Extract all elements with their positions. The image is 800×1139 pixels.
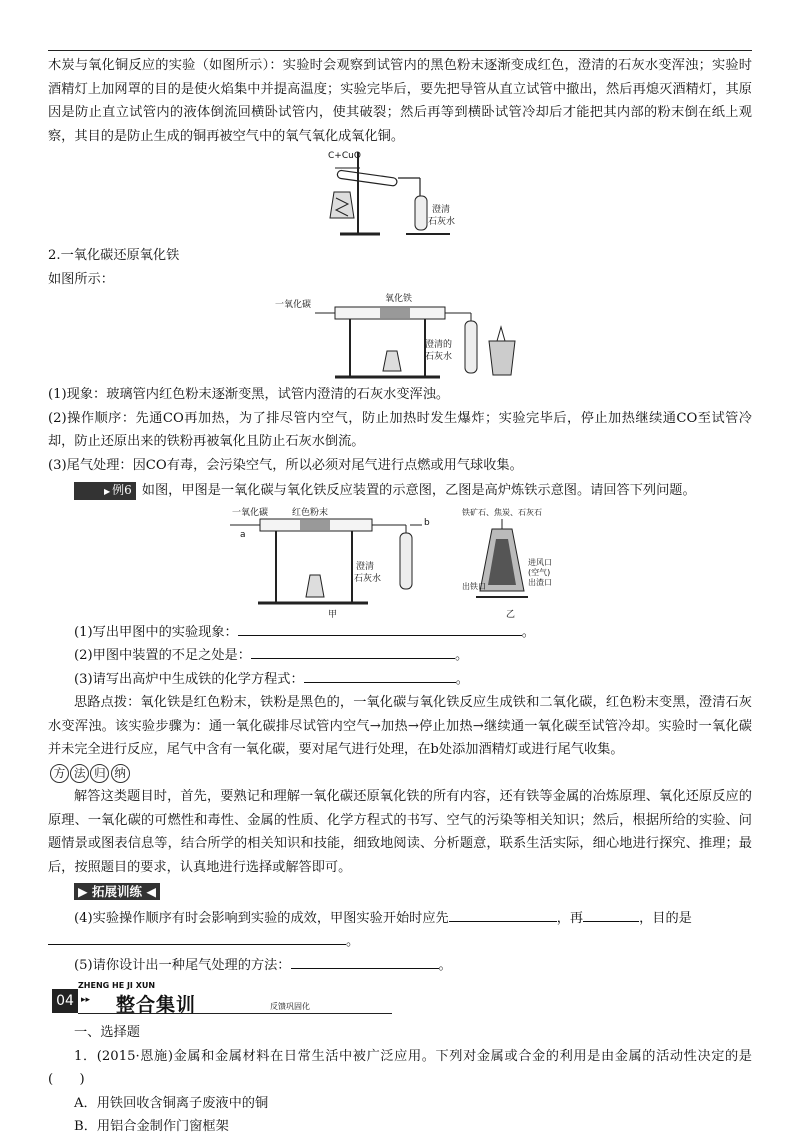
answer-blank-q1[interactable] <box>238 621 522 636</box>
example-q1: (1)写出甲图中的实验现象： 。 <box>48 621 752 645</box>
method-char-4: 纳 <box>111 764 130 783</box>
section-subtitle: 反馈巩固化 <box>270 1002 310 1011</box>
section2-as-shown: 如图所示： <box>48 271 114 287</box>
answer-blank-q5[interactable] <box>291 954 439 969</box>
fig-yi-label-air-in-2: (空气) <box>528 567 551 577</box>
method-char-3: 归 <box>90 764 109 783</box>
co-fe2o3-figure <box>275 291 525 383</box>
section-arrows: ▸▸ <box>81 995 91 1005</box>
section-rule <box>78 1013 392 1014</box>
fig-yi-label-iron: 出铁口 <box>462 581 486 591</box>
fig1-label-limewater-1: 澄清 <box>432 205 451 215</box>
fig1-label-limewater-2: 石灰水 <box>428 217 456 227</box>
fig2-label-limewater-2: 石灰水 <box>425 352 453 362</box>
answer-blank-q4-purpose[interactable] <box>48 930 346 945</box>
intro-paragraph: 木炭与氧化铜反应的实验（如图所示）：实验时会观察到试管内的黑色粉末逐渐变成红色，澄清的石灰水变浑浊；实验时酒精灯上加网罩的目的是使火焰集中并提高温度；实验完毕后，要先把导管从直立试管中撤出，然后再熄灭酒精灯，其原因是防止直立试管内的液体倒流回横卧试管内，使其破裂；然后再等到横卧试管冷却后才能把其内部的粉末倒在纸上观察，其目的是防止生成的铜再被空气中的氧气氧化成氧化铜。 <box>48 58 752 144</box>
method-text: 解答这类题目时，首先，要熟记和理解一氧化碳还原氧化铁的所有内容，还有铁等金属的冶炼原理、氧化还原反应的原理、一氧化碳的可燃性和毒性、金属的性质、化学方程式的书写、空气的污染等相关知识；然后，根据所给的实验、问题情景或图表信息等，结合所学的相关知识和技能，细致地阅读、分析题意，联系生活实际，细心地进行探究、推理；最后，按照题目的要求，认真地进行选择或解答即可。 <box>48 789 752 875</box>
fig-jia-label-a: a <box>240 529 246 540</box>
fig2-label-fe2o3: 氧化铁 <box>385 294 413 304</box>
training-tag-line <box>74 881 752 905</box>
method-char-2: 法 <box>70 764 89 783</box>
example-hint: 思路点拨：氧化铁是红色粉末，铁粉是黑色的，一氧化碳与氧化铁反应生成铁和二氧化碳，红色粉末变黑，澄清石灰水变浑浊。该实验步骤为：通一氧化碳排尽试管内空气→加热→停止加热→继续通一氧化碳至试管冷却。实验时一氧化碳并未完全进行反应，尾气中含有一氧化碳，要对尾气进行处理，在b处添加酒精灯或进行尾气收集。 <box>48 695 752 757</box>
section-english: ZHENG HE JI XUN <box>78 981 156 990</box>
fig-yi-label-air-in-1: 进风口 <box>528 557 552 567</box>
section2-item2: (2)操作顺序：先通CO再加热，为了排尽管内空气，防止加热时发生爆炸；实验完毕后，停止加热继续通CO至试管冷却，防止还原出来的铁粉再被氧化且防止石灰水倒流。 <box>48 410 752 449</box>
exercise-option-b[interactable]: B．用铝合金制作门窗框架 <box>74 1119 229 1134</box>
exercise-option-a[interactable]: A．用铁回收含铜离子废液中的铜 <box>74 1095 269 1111</box>
answer-blank-q2[interactable] <box>251 644 455 659</box>
exercise-q1: 1．(2015·恩施)金属和金属材料在日常生活中被广泛应用。下列对金属或合金的利用是由金属的活动性决定的是( ) <box>48 1048 752 1087</box>
method-badge <box>50 762 752 786</box>
fig2-label-limewater-1: 澄清的 <box>425 340 453 350</box>
fig-yi-label-slag: 出渣口 <box>528 577 552 587</box>
fig-yi-caption: 乙 <box>506 609 516 619</box>
example6-question: ▶ 例6 如图，甲图是一氧化碳与氧化铁反应装置的示意图，乙图是高炉炼铁示意图。请回答下列问题。 <box>48 479 752 503</box>
fig-yi-label-materials: 铁矿石、焦炭、石灰石 <box>462 507 542 517</box>
fig-jia-label-b: b <box>424 517 430 528</box>
training-q5: (5)请你设计出一种尾气处理的方法： 。 <box>48 954 752 978</box>
fig1-label-reactants: C+CuO <box>328 151 361 161</box>
fig-jia-label-red-powder: 红色粉末 <box>292 507 329 518</box>
section-header-04 <box>48 979 752 1019</box>
example-q3: (3)请写出高炉中生成铁的化学方程式： 。 <box>48 668 752 692</box>
example-tag: ▶ 例6 <box>74 482 136 500</box>
document-page <box>48 48 752 1139</box>
fig2-label-co: 一氧化碳 <box>275 300 312 310</box>
example-figures <box>48 505 752 619</box>
section2-item1: (1)现象：玻璃管内红色粉末逐渐变黑，试管内澄清的石灰水变浑浊。 <box>48 387 450 402</box>
answer-blank-q3[interactable] <box>304 668 456 683</box>
method-char-1: 方 <box>50 764 69 783</box>
carbon-cuo-figure <box>320 148 480 240</box>
section2-title: 2.一氧化碳还原氧化铁 <box>48 248 180 263</box>
exercise-heading: 一、选择题 <box>74 1025 140 1040</box>
fig-jia-label-limewater-2: 石灰水 <box>354 573 382 584</box>
figure-jia <box>228 505 438 619</box>
fig-jia-label-limewater-1: 澄清 <box>356 561 375 572</box>
section2-item3: (3)尾气处理：因CO有毒，会污染空气，所以必须对尾气进行点燃或用气球收集。 <box>48 457 523 473</box>
section-number: 04 <box>52 989 78 1013</box>
example-q2: (2)甲图中装置的不足之处是： 。 <box>48 644 752 668</box>
answer-blank-q4-first[interactable] <box>449 907 557 922</box>
fig-jia-caption: 甲 <box>328 609 338 619</box>
section-title: 整合集训 <box>116 994 197 1016</box>
training-q4: (4)实验操作顺序有时会影响到实验的成效，甲图实验开始时应先 ，再 ，目的是 。 <box>48 907 752 954</box>
fig-jia-label-co: 一氧化碳 <box>232 507 269 518</box>
figure-yi <box>462 505 572 619</box>
training-tag: ▶ 拓展训练 ◀ <box>74 883 160 900</box>
answer-blank-q4-then[interactable] <box>583 907 639 922</box>
